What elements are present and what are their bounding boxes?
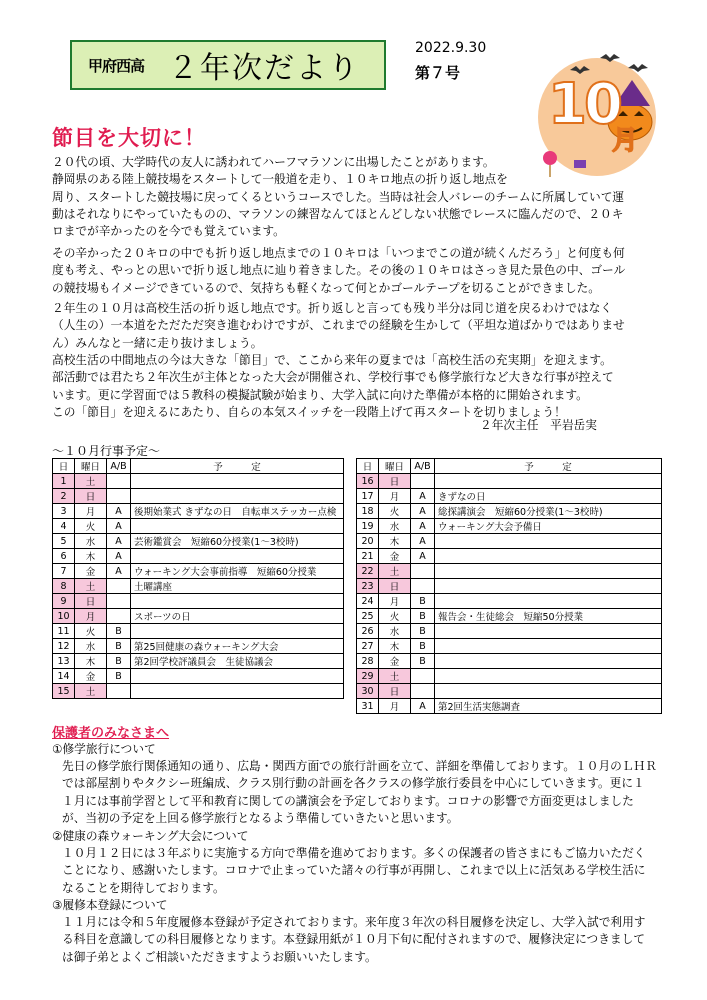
cell-day: 5 — [53, 534, 75, 549]
schedule-table-left — [52, 458, 344, 699]
cell-ab: B — [107, 669, 131, 684]
cell-day: 17 — [357, 489, 379, 504]
paragraph-3 — [52, 300, 662, 352]
paragraph-1 — [52, 154, 662, 240]
cell-ab: A — [107, 519, 131, 534]
cell-day: 1 — [53, 474, 75, 489]
cell-event — [435, 474, 662, 489]
text-line: 部活動では君たち２年次生が主体となった大会が開催され、学校行事でも修学旅行など大きな行事が控えて — [52, 370, 614, 385]
table-row — [357, 519, 662, 534]
cell-day: 21 — [357, 549, 379, 564]
cell-event: 後期始業式 きずなの日 自転車ステッカー点検 — [131, 504, 344, 519]
cell-weekday: 木 — [379, 534, 411, 549]
col-header-weekday: 曜日 — [75, 459, 107, 474]
cell-day: 27 — [357, 639, 379, 654]
cell-ab: B — [411, 624, 435, 639]
cell-ab — [411, 579, 435, 594]
cell-ab — [107, 594, 131, 609]
cell-weekday: 水 — [75, 534, 107, 549]
cell-event: ウォーキング大会事前指導 短縮60分授業 — [131, 564, 344, 579]
cell-ab: B — [107, 639, 131, 654]
cell-day: 14 — [53, 669, 75, 684]
cell-ab: A — [107, 534, 131, 549]
cell-ab: A — [107, 549, 131, 564]
table-row — [53, 669, 344, 684]
text-line: 周り、スタートした競技場に戻ってくるというコースでした。当時は社会人バレーのチームに所属していて運 — [52, 189, 625, 204]
cell-event — [435, 534, 662, 549]
table-row — [53, 624, 344, 639]
table-header-row — [53, 459, 344, 474]
col-header-ab: A/B — [107, 459, 131, 474]
col-header-weekday: 曜日 — [379, 459, 411, 474]
cell-weekday: 日 — [379, 579, 411, 594]
cell-day: 16 — [357, 474, 379, 489]
table-row — [357, 639, 662, 654]
newsletter-title-box — [70, 40, 386, 90]
cell-ab: A — [411, 549, 435, 564]
cell-day: 19 — [357, 519, 379, 534]
table-row — [53, 519, 344, 534]
cell-weekday: 土 — [75, 579, 107, 594]
cell-day: 22 — [357, 564, 379, 579]
badge-month-number: 10 — [548, 72, 620, 137]
table-row — [357, 609, 662, 624]
cell-weekday: 月 — [379, 594, 411, 609]
cell-event: 第2回生活実態調査 — [435, 699, 662, 714]
cell-weekday: 金 — [379, 549, 411, 564]
paragraph-4 — [52, 352, 662, 421]
table-row — [53, 534, 344, 549]
issue-date: 2022.9.30 — [415, 40, 487, 56]
table-row — [53, 609, 344, 624]
cell-weekday: 月 — [75, 504, 107, 519]
cell-ab — [411, 474, 435, 489]
cell-weekday: 火 — [75, 519, 107, 534]
text-line: （人生の）一本道をただただ突き進むわけですが、これまでの経験を生かして（平坦な道ばかりではありませ — [52, 318, 625, 333]
newsletter-title: ２年次だより — [168, 51, 361, 86]
table-row — [53, 564, 344, 579]
cell-weekday: 日 — [75, 489, 107, 504]
text-line: の競技場もイメージできているので、気持ちも軽くなって何とかゴールテープを切ることができました。 — [52, 280, 600, 295]
cell-day: 2 — [53, 489, 75, 504]
table-row — [357, 699, 662, 714]
cell-ab: A — [107, 564, 131, 579]
text-line: １０月１２日には３年ぶりに実施する方向で準備を進めております。多くの保護者の皆さまにもご協力いただく — [62, 846, 646, 860]
cell-day: 30 — [357, 684, 379, 699]
issue-number: 第７号 — [415, 64, 461, 82]
table-row — [53, 654, 344, 669]
cell-event: 第2回学校評議員会 生徒協議会 — [131, 654, 344, 669]
cell-day: 24 — [357, 594, 379, 609]
col-header-ab: A/B — [411, 459, 435, 474]
table-row — [53, 489, 344, 504]
cell-weekday: 金 — [75, 669, 107, 684]
cell-ab — [107, 489, 131, 504]
text-line: は御子弟とよくご相談いただきますようお願いいたします。 — [62, 949, 377, 964]
item-body-course-registration — [62, 914, 662, 966]
cell-weekday: 日 — [379, 474, 411, 489]
cell-day: 13 — [53, 654, 75, 669]
col-header-event: 予 定 — [435, 459, 662, 474]
cell-event — [131, 624, 344, 639]
cell-ab — [411, 684, 435, 699]
text-line: ん）みんなと一緒に走り抜けましょう。 — [52, 335, 263, 350]
table-row — [357, 684, 662, 699]
cell-day: 31 — [357, 699, 379, 714]
text-line: １月には事前学習として平和教育に関しての講演会を予定しております。コロナの影響で方面変更はしました — [62, 793, 634, 808]
cell-event — [435, 579, 662, 594]
cell-weekday: 月 — [379, 489, 411, 504]
schedule-title: ～１０月行事予定～ — [52, 444, 161, 458]
bat-icon — [628, 64, 648, 72]
table-row — [357, 489, 662, 504]
cell-event — [131, 669, 344, 684]
cell-ab — [107, 579, 131, 594]
col-header-day: 日 — [53, 459, 75, 474]
table-row — [357, 669, 662, 684]
text-line: 度も考え、やっとの思いで折り返し地点に辿り着きました。その後の１０キロはさっき見た景色の中、ゴール — [52, 263, 626, 278]
text-line: この「節目」を迎えるにあたり、自らの本気スイッチを一段階上げて再スタートを切りましょう！ — [52, 404, 566, 419]
cell-event: 第25回健康の森ウォーキング大会 — [131, 639, 344, 654]
text-line: ロまでが辛かったのを今でも覚えています。 — [52, 224, 285, 239]
signature: ２年次主任 平岩岳実 — [480, 418, 597, 432]
table-row — [357, 579, 662, 594]
text-line: います。更に学習面では５教科の模擬試験が始まり、大学入試に向けた準備が本格的に開始されます。 — [52, 387, 588, 402]
cell-ab: B — [411, 639, 435, 654]
cell-weekday: 木 — [75, 654, 107, 669]
article-heading: 節目を大切に！ — [52, 126, 206, 150]
table-row — [357, 594, 662, 609]
text-line: 高校生活の中間地点の今は大きな「節目」で、ここから来年の夏までは「高校生活の充実期」を迎えます。 — [52, 353, 612, 367]
cell-weekday: 金 — [75, 564, 107, 579]
table-row — [53, 684, 344, 699]
table-row — [357, 549, 662, 564]
cell-event — [131, 684, 344, 699]
cell-ab: A — [107, 504, 131, 519]
cell-day: 20 — [357, 534, 379, 549]
cell-weekday: 土 — [379, 669, 411, 684]
cell-day: 18 — [357, 504, 379, 519]
table-row — [357, 504, 662, 519]
cell-day: 12 — [53, 639, 75, 654]
cell-event: 総探講演会 短縮60分授業(1～3校時) — [435, 504, 662, 519]
cell-day: 9 — [53, 594, 75, 609]
cell-event — [435, 594, 662, 609]
table-row — [357, 534, 662, 549]
text-line: 動はそれなりにやっていたものの、マラソンの練習なんてほとんどしない状態でレースに臨んだので、２０キ — [52, 206, 624, 221]
table-header-row — [357, 459, 662, 474]
item-body-walking-event — [62, 845, 662, 897]
table-row — [53, 594, 344, 609]
text-line: では部屋割りやタクシー班編成、クラス別行動の計画を各クラスの修学旅行委員を中心にしていきます。更に１ — [62, 776, 645, 791]
cell-event: ウォーキング大会予備日 — [435, 519, 662, 534]
text-line: ２年生の１０月は高校生活の折り返し地点です。折り返しと言っても残り半分は同じ道を戻るわけではなく — [52, 301, 613, 315]
cell-day: 4 — [53, 519, 75, 534]
item-title-walking-event: ②健康の森ウォーキング大会について — [52, 829, 249, 843]
cell-day: 11 — [53, 624, 75, 639]
cell-ab — [411, 564, 435, 579]
item-body-school-trip — [62, 758, 662, 827]
cell-event — [435, 639, 662, 654]
cell-weekday: 金 — [379, 654, 411, 669]
cell-day: 7 — [53, 564, 75, 579]
text-line: る科目を意識しての科目履修となります。本登録用紙が１０月下旬に配付されますので、履修決定につきまして — [62, 932, 645, 947]
table-row — [357, 474, 662, 489]
cell-event — [435, 684, 662, 699]
cell-day: 8 — [53, 579, 75, 594]
cell-day: 3 — [53, 504, 75, 519]
text-line: ２０代の頃、大学時代の友人に誘われてハーフマラソンに出場したことがあります。 — [52, 155, 495, 169]
item-title-school-trip: ①修学旅行について — [52, 742, 156, 756]
table-row — [53, 549, 344, 564]
cell-day: 29 — [357, 669, 379, 684]
table-row — [357, 564, 662, 579]
cell-weekday: 土 — [75, 474, 107, 489]
cell-ab: A — [411, 519, 435, 534]
cell-event — [435, 669, 662, 684]
cell-event — [131, 519, 344, 534]
text-line: １１月には令和５年度履修本登録が予定されております。来年度３年次の科目履修を決定し、大学入試で利用す — [62, 915, 646, 929]
col-header-day: 日 — [357, 459, 379, 474]
cell-ab: A — [411, 699, 435, 714]
text-line: 静岡県のある陸上競技場をスタートして一般道を走り、１０キロ地点の折り返し地点を — [52, 172, 508, 187]
cell-event — [435, 564, 662, 579]
cell-event: 土曜講座 — [131, 579, 344, 594]
cell-ab — [107, 609, 131, 624]
item-title-course-registration: ③履修本登録について — [52, 898, 168, 912]
cell-weekday: 月 — [75, 609, 107, 624]
cell-ab: B — [411, 594, 435, 609]
cell-event: きずなの日 — [435, 489, 662, 504]
cell-event: 報告会・生徒総会 短縮50分授業 — [435, 609, 662, 624]
text-line: が、当初の予定を上回る修学旅行となるよう準備していきたいと思います。 — [62, 810, 459, 825]
cell-weekday: 火 — [379, 609, 411, 624]
cell-event — [131, 474, 344, 489]
cell-event — [131, 489, 344, 504]
text-line: 先日の修学旅行関係通知の通り、広島・関西方面での旅行計画を立て、詳細を準備しております。１０月のＬＨＲ — [62, 759, 657, 773]
cell-ab: A — [411, 534, 435, 549]
cell-ab: B — [107, 654, 131, 669]
cell-event — [435, 624, 662, 639]
cell-ab: B — [411, 609, 435, 624]
cell-weekday: 水 — [75, 639, 107, 654]
cell-weekday: 土 — [75, 684, 107, 699]
text-line: その辛かった２０キロの中でも折り返し地点までの１０キロは「いつまでこの道が続くんだろう」と何度も何 — [52, 246, 625, 260]
text-line: なることを期待しております。 — [62, 880, 225, 895]
cell-event — [131, 549, 344, 564]
cell-weekday: 水 — [379, 624, 411, 639]
col-header-event: 予 定 — [131, 459, 344, 474]
cell-event — [435, 654, 662, 669]
cell-weekday: 土 — [379, 564, 411, 579]
cell-ab: A — [411, 489, 435, 504]
paragraph-2 — [52, 245, 662, 297]
cell-weekday: 火 — [75, 624, 107, 639]
cell-weekday: 月 — [379, 699, 411, 714]
cell-weekday: 木 — [75, 549, 107, 564]
cell-weekday: 日 — [75, 594, 107, 609]
table-row — [53, 474, 344, 489]
table-row — [357, 654, 662, 669]
table-row — [357, 624, 662, 639]
badge-month-label: 月 — [612, 126, 639, 156]
bat-icon — [600, 54, 620, 62]
school-name: 甲府西高 — [88, 56, 145, 75]
cell-day: 15 — [53, 684, 75, 699]
cell-event — [131, 594, 344, 609]
parents-section-title: 保護者のみなさまへ — [52, 726, 170, 741]
cell-ab — [107, 474, 131, 489]
cell-day: 25 — [357, 609, 379, 624]
cell-day: 10 — [53, 609, 75, 624]
cell-weekday: 火 — [379, 504, 411, 519]
cell-event — [435, 549, 662, 564]
schedule-table-right — [356, 458, 662, 714]
cell-ab — [411, 669, 435, 684]
cell-weekday: 木 — [379, 639, 411, 654]
cell-day: 6 — [53, 549, 75, 564]
cell-weekday: 日 — [379, 684, 411, 699]
cell-day: 26 — [357, 624, 379, 639]
cell-ab — [107, 684, 131, 699]
table-row — [53, 579, 344, 594]
text-line: ことになり、感謝いたします。コロナで止まっていた諸々の行事が再開し、これまで以上に活気ある学校生活に — [62, 863, 646, 878]
table-row — [53, 639, 344, 654]
cell-event: 芸術鑑賞会 短縮60分授業(1～3校時) — [131, 534, 344, 549]
cell-day: 28 — [357, 654, 379, 669]
cell-day: 23 — [357, 579, 379, 594]
cell-ab: B — [107, 624, 131, 639]
cell-ab: A — [411, 504, 435, 519]
table-row — [53, 504, 344, 519]
cell-ab: B — [411, 654, 435, 669]
cell-weekday: 水 — [379, 519, 411, 534]
cell-event: スポーツの日 — [131, 609, 344, 624]
